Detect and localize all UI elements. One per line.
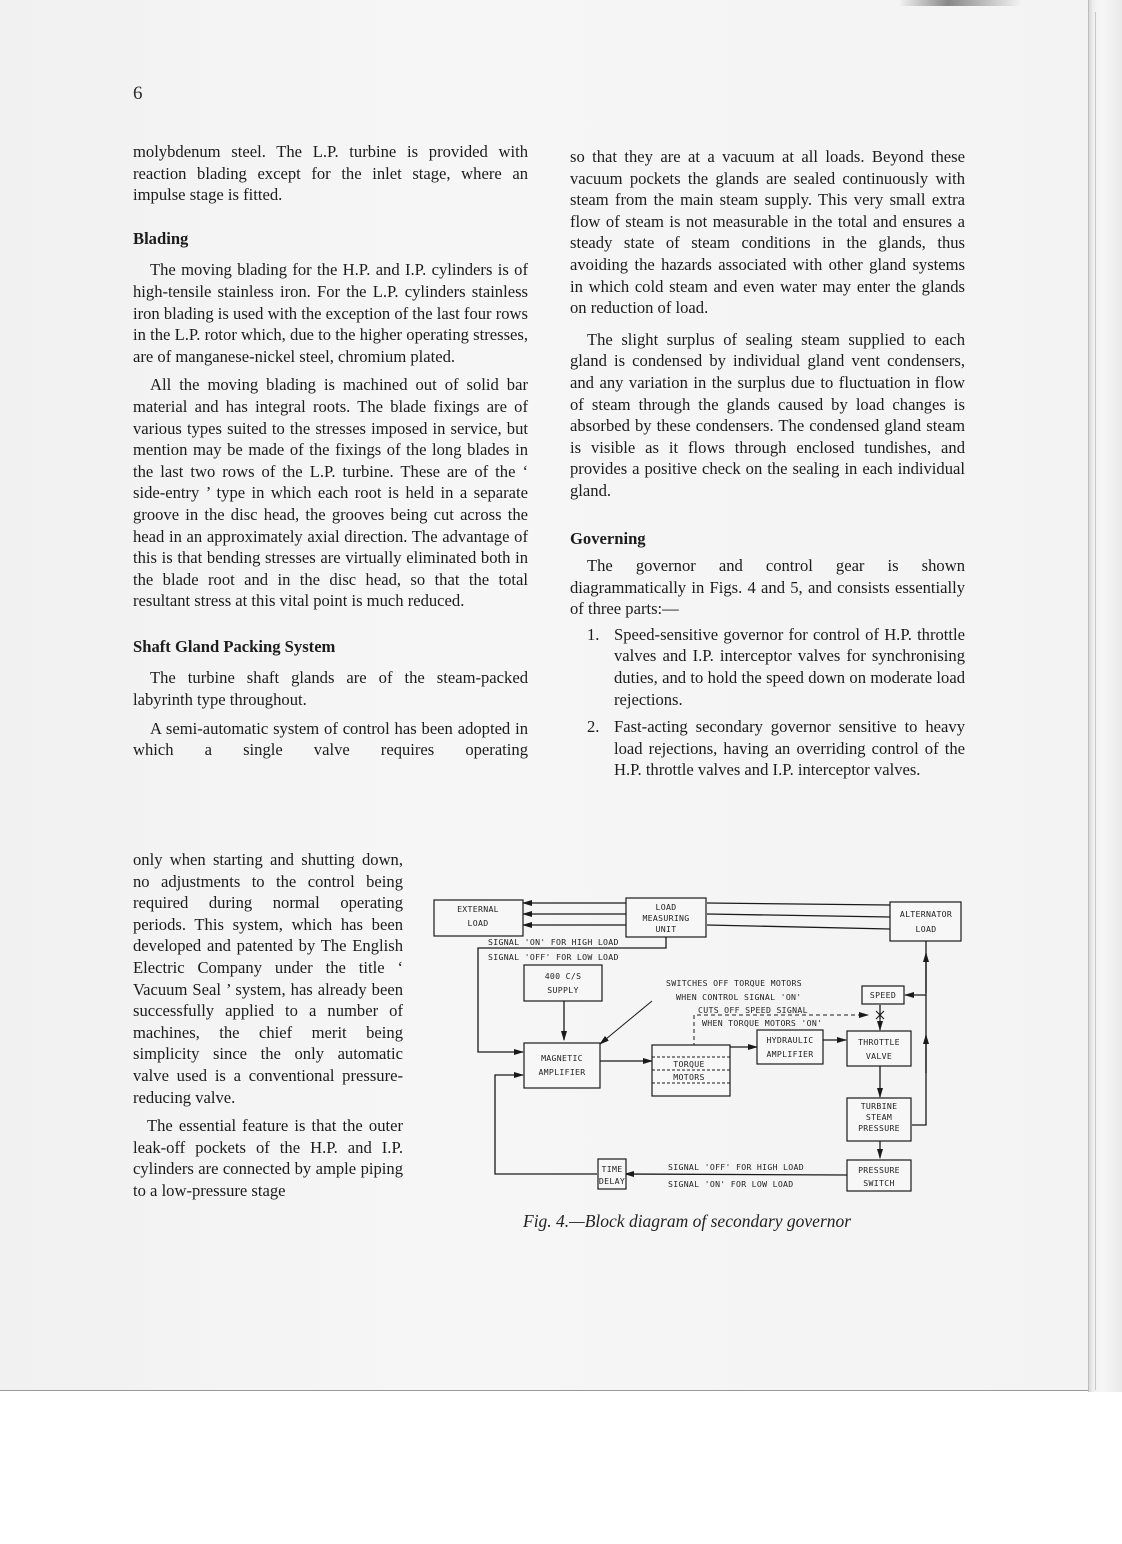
block-label: EXTERNAL [457, 904, 499, 914]
block-external-load [434, 900, 523, 936]
list-item [570, 624, 965, 710]
block-label: LOAD [915, 924, 937, 934]
block-speed [862, 986, 904, 1004]
figure-caption: Fig. 4.—Block diagram of secondary governor [523, 1211, 852, 1231]
shaft-paragraph-1: The turbine shaft glands are of the steam-packed labyrinth type throughout. [133, 668, 528, 710]
shaft-paragraph-2-wide: A semi-automatic system of control has been adopted in which a single valve requires operating [133, 718, 528, 760]
left-column [133, 141, 528, 761]
connector-line [495, 1075, 597, 1174]
block-label: LOAD [467, 918, 489, 928]
blading-paragraph-1: The moving blading for the H.P. and I.P. cylinders is of high-tensile stainless iron. For the L.P. cylinders stainless iron blading is used with the exception of the last four rows in the L.P. rotor which, due to the higher operating stresses, are of manganese-nickel steel, chromium plated. [133, 260, 528, 366]
scan-top-mark [900, 0, 1020, 6]
page-spine-line [1095, 12, 1096, 1390]
connector-line [707, 914, 890, 917]
control-signal-label: WHEN CONTROL SIGNAL 'ON' [676, 992, 802, 1002]
list-text: Fast-acting secondary governor sensitive to heavy load rejections, having an overriding control of the H.P. throttle valves and I.P. interceptor valves. [614, 717, 965, 780]
block-label: MEASURING [642, 913, 690, 923]
torque-motors-on-label: WHEN TORQUE MOTORS 'ON' [702, 1018, 823, 1028]
block-label: ALTERNATOR [899, 909, 953, 919]
block-label: STEAM [865, 1112, 893, 1122]
block-label: MOTORS [673, 1072, 705, 1082]
feedback-line [912, 938, 926, 1125]
list-item [570, 716, 965, 781]
shaft-paragraph-2-narrow: only when starting and shutting down, no adjustments to the control being required during normal operating periods. This system, which has been developed and patented by The English Electric Company under the title ‘ Vacuum Seal ’ system, has already been successfully applied to a number of machines, the chief merit being simplicity since the only automatic valve used is a conventional pressure-reducing valve. [133, 850, 403, 1107]
shaft-paragraph-3: The essential feature is that the outer leak-off pockets of the H.P. and I.P. cylinders are connected by ample piping to a low-pressure stage [133, 1116, 403, 1200]
governing-heading: Governing [570, 528, 646, 548]
block-torque-motors [652, 1045, 730, 1096]
intro-paragraph: molybdenum steel. The L.P. turbine is provided with reaction blading except for the inlet stage, where an impulse stage is fitted. [133, 142, 528, 205]
block-pressure-switch [847, 1160, 911, 1191]
governing-paragraph: The governor and control gear is shown diagrammatically in Figs. 4 and 5, and consists essentially of three parts:— [570, 556, 965, 619]
block-400cs-supply [524, 965, 602, 1001]
left-column-narrow [133, 849, 403, 1202]
signal-off-low-load-label: SIGNAL 'OFF' FOR LOW LOAD [488, 952, 619, 962]
block-throttle-valve [847, 1031, 911, 1066]
cuts-off-speed-label: CUTS OFF SPEED SIGNAL [698, 1005, 808, 1015]
surplus-paragraph: The slight surplus of sealing steam supplied to each gland is condensed by individual gland vent condensers, and any variation in the surplus due to fluctuation in flow of steam through the glands caused by load changes is absorbed by these condensers. The condensed gland steam is visible as it flows through enclosed tundishes, and provides a positive check on the sealing in each individual gland. [570, 329, 965, 500]
signal-off-high-load-label: SIGNAL 'OFF' FOR HIGH LOAD [668, 1162, 804, 1172]
connector-line [707, 903, 890, 905]
list-text: Speed-sensitive governor for control of H.P. throttle valves and I.P. interceptor valves for synchronising duties, and to hold the speed down on moderate load rejections. [614, 624, 965, 709]
block-label: PRESSURE [858, 1165, 900, 1175]
block-label: UNIT [655, 924, 677, 934]
blading-paragraph-2: All the moving blading is machined out of solid bar material and has integral roots. The blade fixings are of various types suited to the stresses imposed in service, but mention may be made of the fixings of the long blades in the last two rows of the L.P. turbine. These are of the ‘ side-entry ’ type in which each root is held in a separate groove in the disc head, the grooves being cut across the head in an approximately axial direction. The advantage of this is that bending stresses are virtually eliminated both in the blade root and in the disc head, so that the total resultant stress at this vital point is much reduced. [133, 375, 528, 611]
secondary-governor-block-diagram [430, 893, 970, 1203]
block-label: MAGNETIC [541, 1053, 583, 1063]
governor-parts-list [570, 624, 965, 781]
right-column [570, 146, 965, 787]
block-label: AMPLIFIER [538, 1067, 586, 1077]
shaft-gland-heading: Shaft Gland Packing System [133, 636, 336, 656]
block-label: SPEED [869, 990, 897, 1000]
block-label: DELAY [598, 1176, 626, 1186]
block-label: TURBINE [860, 1101, 898, 1111]
block-hydraulic-amplifier [757, 1030, 823, 1064]
block-magnetic-amplifier [524, 1043, 600, 1088]
block-label: THROTTLE [858, 1037, 900, 1047]
block-label: PRESSURE [858, 1123, 900, 1133]
annotation-arrow [600, 1001, 652, 1044]
block-label: VALVE [865, 1051, 893, 1061]
signal-on-low-load-label: SIGNAL 'ON' FOR LOW LOAD [668, 1179, 794, 1189]
block-label: HYDRAULIC [766, 1035, 814, 1045]
vacuum-paragraph: so that they are at a vacuum at all loads. Beyond these vacuum pockets the glands are sealed continuously with steam from the main steam supply. This very small extra flow of steam is not measurable in the total and ensures a steady state of steam conditions in the glands, thus avoiding the hazards associated with other gland systems in which cold steam and even water may enter the glands on reduction of load. [570, 147, 965, 318]
block-label: TORQUE [673, 1059, 705, 1069]
connector-line [625, 1174, 847, 1175]
block-label: 400 C/S [544, 971, 582, 981]
connector-line [707, 925, 890, 929]
time-delay-box [598, 1159, 626, 1189]
list-number: 1. [587, 624, 600, 644]
block-turbine-steam-pressure [847, 1098, 911, 1141]
block-alternator-load [890, 902, 961, 941]
block-label: TIME [601, 1164, 623, 1174]
page-spine-edge [1088, 0, 1122, 1392]
block-load-measuring-unit [626, 898, 706, 937]
block-label: LOAD [655, 902, 677, 912]
block-label: SUPPLY [547, 985, 579, 995]
blading-heading: Blading [133, 228, 189, 248]
list-number: 2. [587, 717, 600, 737]
page-number: 6 [133, 83, 143, 104]
block-label: SWITCH [863, 1178, 895, 1188]
block-label: AMPLIFIER [766, 1049, 814, 1059]
switches-off-label: SWITCHES OFF TORQUE MOTORS [666, 978, 802, 988]
signal-on-high-load-label: SIGNAL 'ON' FOR HIGH LOAD [488, 937, 619, 947]
